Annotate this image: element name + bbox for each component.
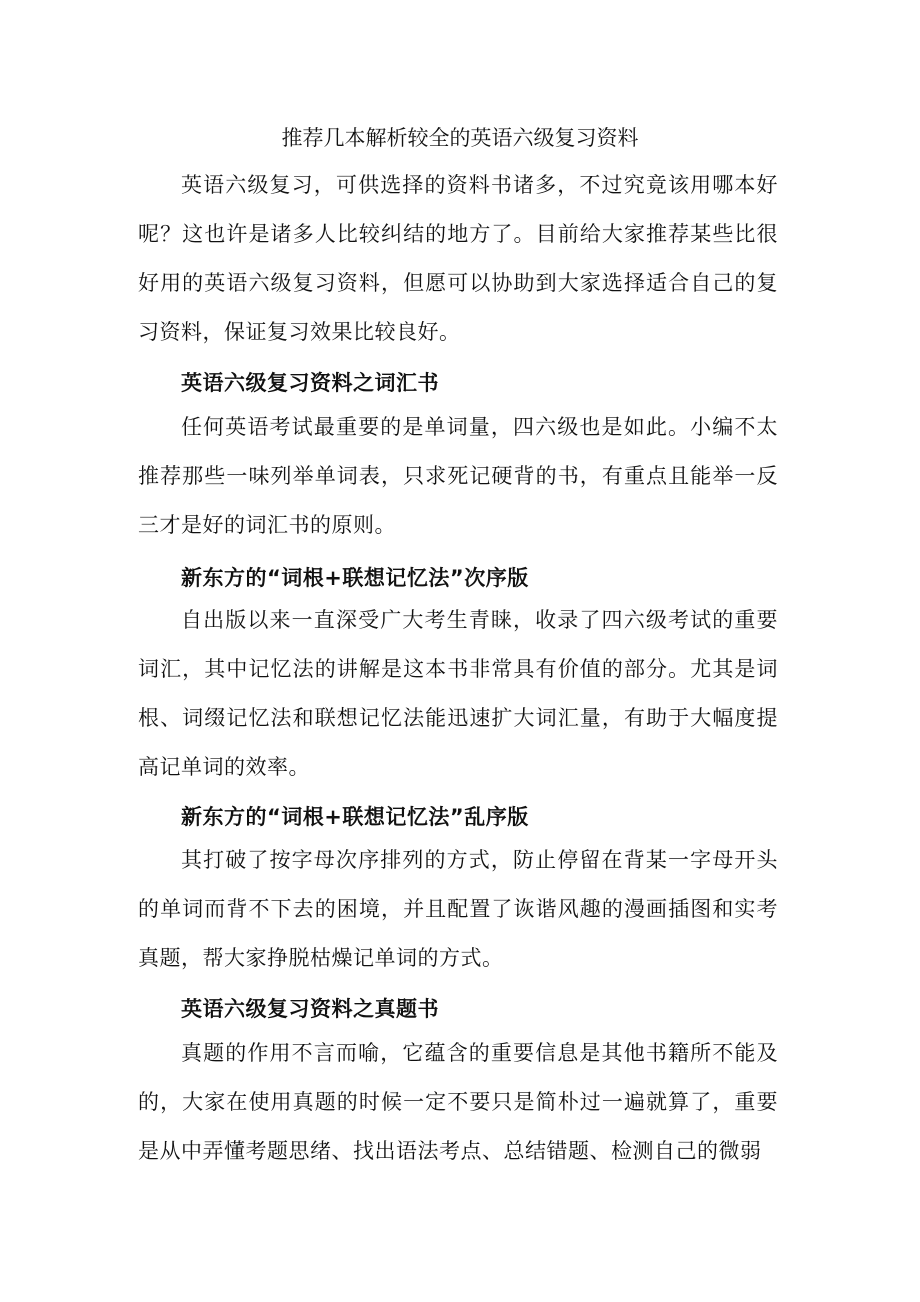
paragraph-past-papers: 真题的作用不言而喻，它蕴含的重要信息是其他书籍所不能及的，大家在使用真题的时候一定不要只是简朴过一遍就算了，重要是从中弄懂考题思绪、找出语法考点、总结错题、检测自己的微弱 (138, 1041, 778, 1163)
paragraph-vocabulary: 任何英语考试最重要的是单词量，四六级也是如此。小编不太推荐那些一味列举单词表，只求死记硬背的书，有重点且能举一反三才是好的词汇书的原则。 (138, 415, 778, 537)
paragraph-xdf-ordered: 自出版以来一直深受广大考生青睐，收录了四六级考试的重要词汇，其中记忆法的讲解是这本书非常具有价值的部分。尤其是词根、词缀记忆法和联想记忆法能迅速扩大词汇量，有助于大幅度提高记单词的效率。 (138, 608, 778, 779)
heading-xdf-random: 新东方的“词根+联想记忆法”乱序版 (181, 805, 529, 829)
paragraph-xdf-random: 其打破了按字母次序排列的方式，防止停留在背某一字母开头的单词而背不下去的困境，并且配置了诙谐风趣的漫画插图和实考真题，帮大家挣脱枯燥记单词的方式。 (138, 848, 778, 970)
document-title: 推荐几本解析较全的英语六级复习资料 (281, 126, 639, 150)
heading-past-papers: 英语六级复习资料之真题书 (181, 997, 439, 1021)
paragraph-intro: 英语六级复习，可供选择的资料书诸多，不过究竟该用哪本好呢？这也许是诸多人比较纠结的地方了。目前给大家推荐某些比很好用的英语六级复习资料，但愿可以协助到大家选择适合自己的复习资料，保证复习效果比较良好。 (138, 173, 778, 344)
heading-xdf-ordered: 新东方的“词根+联想记忆法”次序版 (181, 566, 529, 590)
heading-vocabulary-books: 英语六级复习资料之词汇书 (181, 371, 439, 395)
